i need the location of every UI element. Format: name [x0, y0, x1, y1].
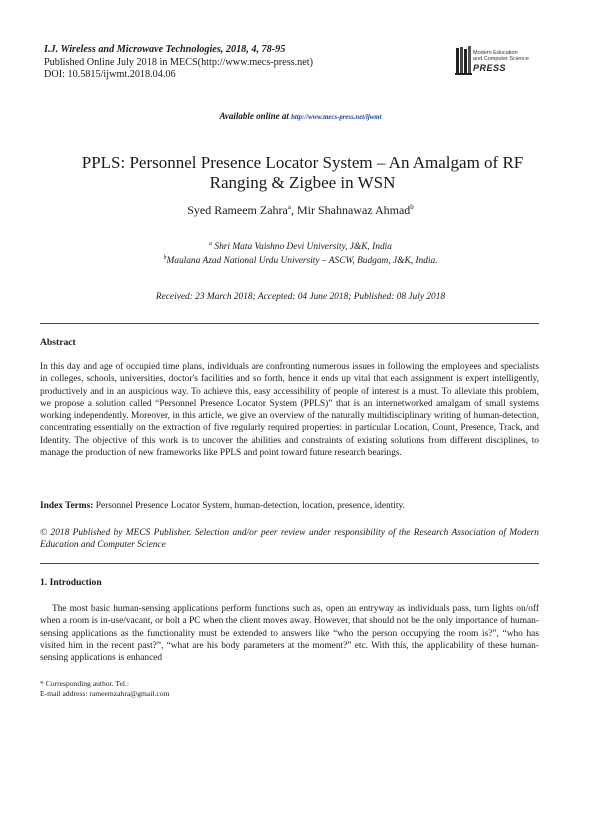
- index-terms: [40, 500, 539, 512]
- paper-title: PPLS: Personnel Presence Locator System – An Amalgam of RF Ranging & Zigbee in WSN: [81, 153, 524, 192]
- intro-heading: 1. Introduction: [40, 577, 102, 588]
- author-1: Syed Rameem Zahra: [187, 203, 288, 217]
- available-online: [0, 111, 601, 121]
- publication-dates: Received: 23 March 2018; Accepted: 04 June 2018; Published: 08 July 2018: [155, 292, 446, 302]
- journal-url-link[interactable]: http://www.mecs-press.net/ijwmt: [291, 114, 382, 121]
- author-2-mark: b: [410, 203, 414, 211]
- doi: DOI: 10.5815/ijwmt.2018.04.06: [44, 69, 176, 80]
- index-terms-text: Personnel Presence Locator System, human-detection, location, presence, identity.: [93, 501, 405, 511]
- abstract-text: In this day and age of occupied time plans, individuals are confronting numerous issues in following the employees and specialists in colleges, schools, universities, doctor's facilities and so forth, hence it ends up vital that each assignment is expert intelligently, productively and in an auspicious way. To achieve this, easy accessibility of people of interest is a must. To alleviate this problem, we propose a solution called “Personnel Presence Locator System (PPLS)” that is an internetworked amalgam of small systems working independently. Moreover, in this article, we give an overview of the naturally multidisciplinary writing of human-detection, concentrating essentially on the extraction of five regularly required properties: in particular Location, Count, Presence, Track, and Identity. The objective of this work is to uncover the abilities and constraints of existing solutions from different disciplines, to manage the production of new frameworks like PPLS and point toward future research bearings.: [40, 362, 539, 459]
- divider-bottom: [40, 563, 539, 564]
- available-label: Available online at: [219, 111, 292, 121]
- authors: [0, 203, 601, 218]
- logo-line-1: Modern Education: [473, 50, 518, 56]
- logo-press: PRESS: [473, 63, 507, 73]
- affiliation-b: [0, 255, 601, 266]
- index-terms-label: Index Terms:: [40, 501, 94, 511]
- journal-header: [44, 44, 313, 82]
- email-address: E-mail address: rameemzahra@gmail.com: [40, 688, 170, 698]
- author-separator: ,: [290, 203, 297, 217]
- intro-text: The most basic human-sensing applications perform functions such as, open an entryway as individuals pass, turn lights on/off when a room is in-use/vacant, or bolt a PC when the client moves away. However, that should not be the only importance of human-sensing applications as the functionality must be extended to answers like “who the person occupying the room is?”, “who has visited him in the recent past?”, “what are his body parameters at the moment?” etc. With this, the applicability of these human-sensing applications is enhanced: [40, 604, 539, 664]
- corresponding-author: * Corresponding author. Tel.:: [40, 679, 129, 688]
- logo-line-2: and Computer Science: [473, 56, 529, 62]
- affiliation-a: [0, 241, 601, 252]
- journal-volume: , 2018, 4, 78-95: [220, 44, 286, 55]
- copyright: © 2018 Published by MECS Publisher. Selection and/or peer review under responsibility of the Research Association of Modern Education and Computer Science: [40, 528, 539, 551]
- affiliation-a-text: Shri Mata Vaishno Devi University, J&K, India: [212, 242, 392, 253]
- author-1-mark: a: [287, 203, 291, 211]
- journal-name: I.J. Wireless and Microwave Technologies: [44, 44, 221, 55]
- affiliation-b-mark: b: [163, 255, 167, 261]
- affiliation-b-text: Maulana Azad National Urdu University – ASCW, Budgam, J&K, India.: [166, 256, 438, 267]
- footnote: [40, 679, 170, 698]
- published-online: Published Online July 2018 in MECS(http://www.mecs-press.net): [44, 56, 314, 68]
- divider-top: [40, 323, 539, 324]
- author-2: Mir Shahnawaz Ahmad: [296, 203, 411, 217]
- publisher-logo: [455, 42, 555, 84]
- abstract-heading: Abstract: [40, 337, 76, 348]
- book-icon: [455, 46, 473, 76]
- affiliation-a-mark: a: [209, 241, 213, 247]
